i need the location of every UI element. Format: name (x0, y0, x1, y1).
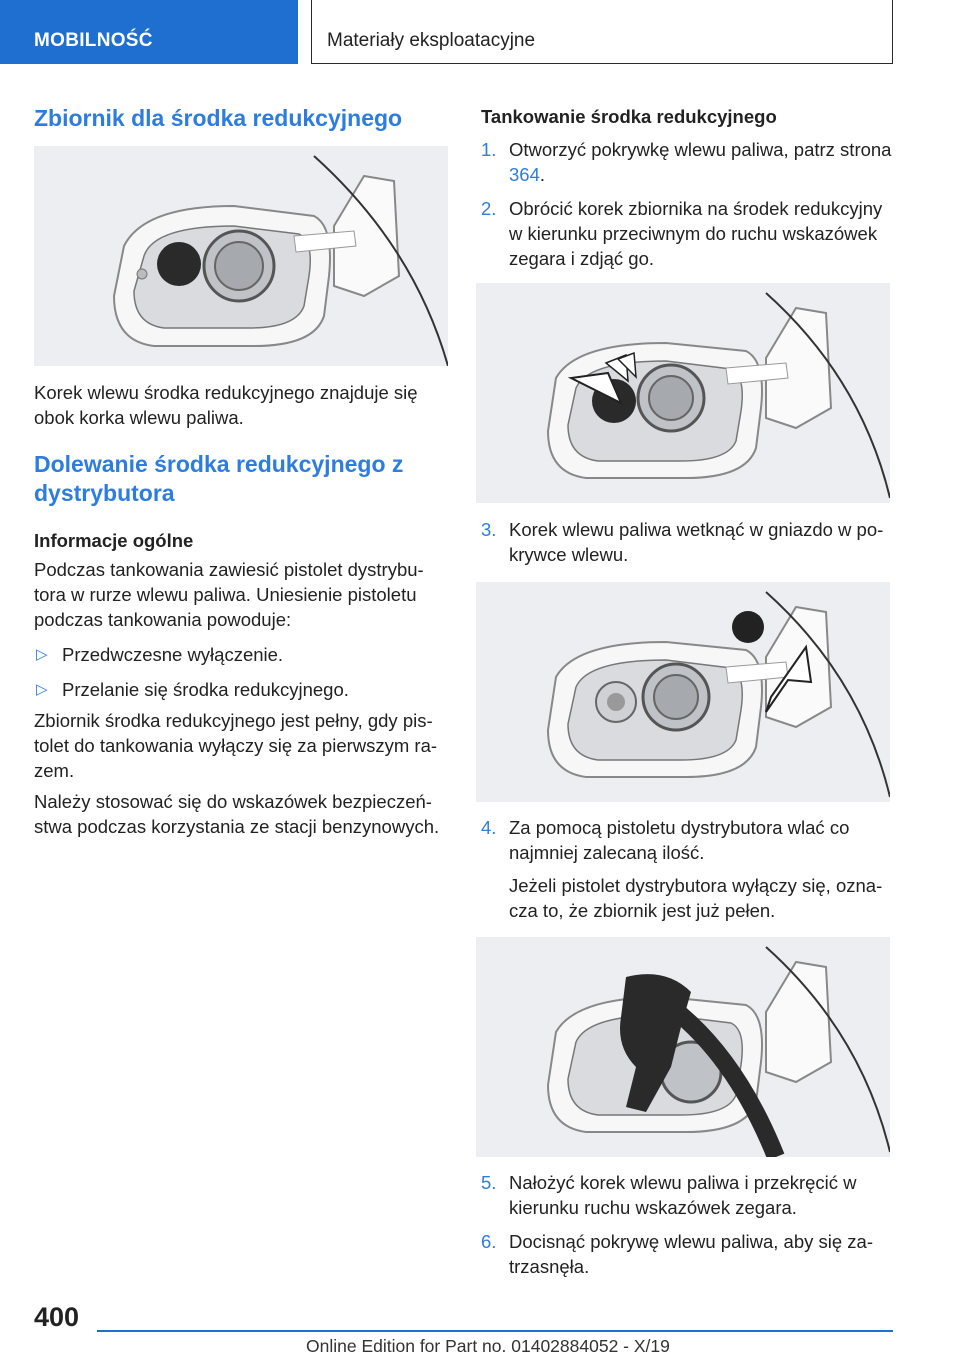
step-3 (481, 517, 895, 567)
step-4 (481, 815, 895, 923)
step-1 (481, 137, 895, 187)
step-3-wrap (481, 517, 895, 567)
tank-cap-illustration (34, 146, 448, 366)
general-info-text: Podczas tankowania zawiesić pistolet dystrybu‐tora w rurze wlewu paliwa. Uniesienie pistoletu podczas tankowania powoduje: (34, 559, 424, 630)
tank-description: Korek wlewu środka redukcyjnego znajduje się obok korka wlewu paliwa. (34, 382, 418, 428)
step-note: Jeżeli pistolet dystrybutora wyłączy się, ozna‐cza to, że zbiornik jest już pełen. (509, 875, 883, 921)
heading-refill: Dolewanie środka redukcyjnego z dystrybutora (34, 451, 404, 506)
step-4-wrap (481, 815, 895, 923)
nozzle-refill-illustration (476, 937, 890, 1157)
step-text: Docisnąć pokrywę wlewu paliwa, aby się za‐trzasnęła. (509, 1231, 873, 1277)
chapter-title: Materiały eksploatacyjne (327, 30, 536, 51)
step-number: 1. (481, 139, 497, 160)
right-column (481, 106, 895, 271)
step-number: 4. (481, 817, 497, 838)
step-6 (481, 1229, 895, 1279)
heading-general-info: Informacje ogólne (34, 530, 194, 551)
step-text-end: . (539, 164, 546, 185)
step-text: Nałożyć korek wlewu paliwa i przekręcić w kierunku ruchu wskazówek zegara. (509, 1172, 857, 1218)
triangle-bullet-icon: ▷ (36, 646, 48, 663)
step-text: Korek wlewu paliwa wetknąć w gniazdo w po‐krywce wlewu. (509, 519, 884, 565)
page-number: 400 (34, 1302, 80, 1332)
footer-divider (97, 1330, 893, 1332)
step-number: 3. (481, 519, 497, 540)
step-2 (481, 196, 895, 271)
tank-full-text: Zbiornik środka redukcyjnego jest pełny, gdy pis‐tolet do tankowania wyłączy się za pierwszym ra‐zem. (34, 710, 438, 781)
left-column (34, 104, 448, 133)
insert-cap-illustration (476, 582, 890, 802)
page-link[interactable]: 364 (509, 164, 540, 185)
step-number: 2. (481, 198, 497, 219)
bullet-item (34, 642, 448, 667)
step-text: Otworzyć pokrywkę wlewu paliwa, patrz strona (509, 139, 892, 160)
step-number: 6. (481, 1231, 497, 1252)
heading-procedure: Tankowanie środka redukcyjnego (481, 106, 777, 127)
step-number: 5. (481, 1172, 497, 1193)
chapter-header (311, 0, 893, 64)
step-5 (481, 1170, 895, 1220)
safety-text: Należy stosować się do wskazówek bezpieczeń‐stwa podczas korzystania ze stacji benzynowych. (34, 791, 440, 837)
bullet-text: Przedwczesne wyłączenie. (62, 644, 284, 665)
bullet-text: Przelanie się środka redukcyjnego. (62, 679, 349, 700)
step-text: Za pomocą pistoletu dystrybutora wlać co najmniej zalecaną ilość. (509, 817, 850, 863)
section-label: MOBILNOŚĆ (34, 30, 153, 51)
footer-edition: Online Edition for Part no. 01402884052 - X/19 (306, 1336, 670, 1356)
left-column-body (34, 380, 448, 839)
bullet-item (34, 677, 448, 702)
step-text: Obrócić korek zbiornika na środek redukcyjny w kierunku przeciwnym do ruchu wskazówek zegara i zdjąć go. (509, 198, 883, 269)
triangle-bullet-icon: ▷ (36, 681, 48, 698)
steps-5-6-wrap (481, 1170, 895, 1279)
section-tab (0, 0, 298, 64)
remove-cap-illustration (476, 283, 890, 503)
heading-tank: Zbiornik dla środka redukcyjnego (34, 105, 403, 131)
